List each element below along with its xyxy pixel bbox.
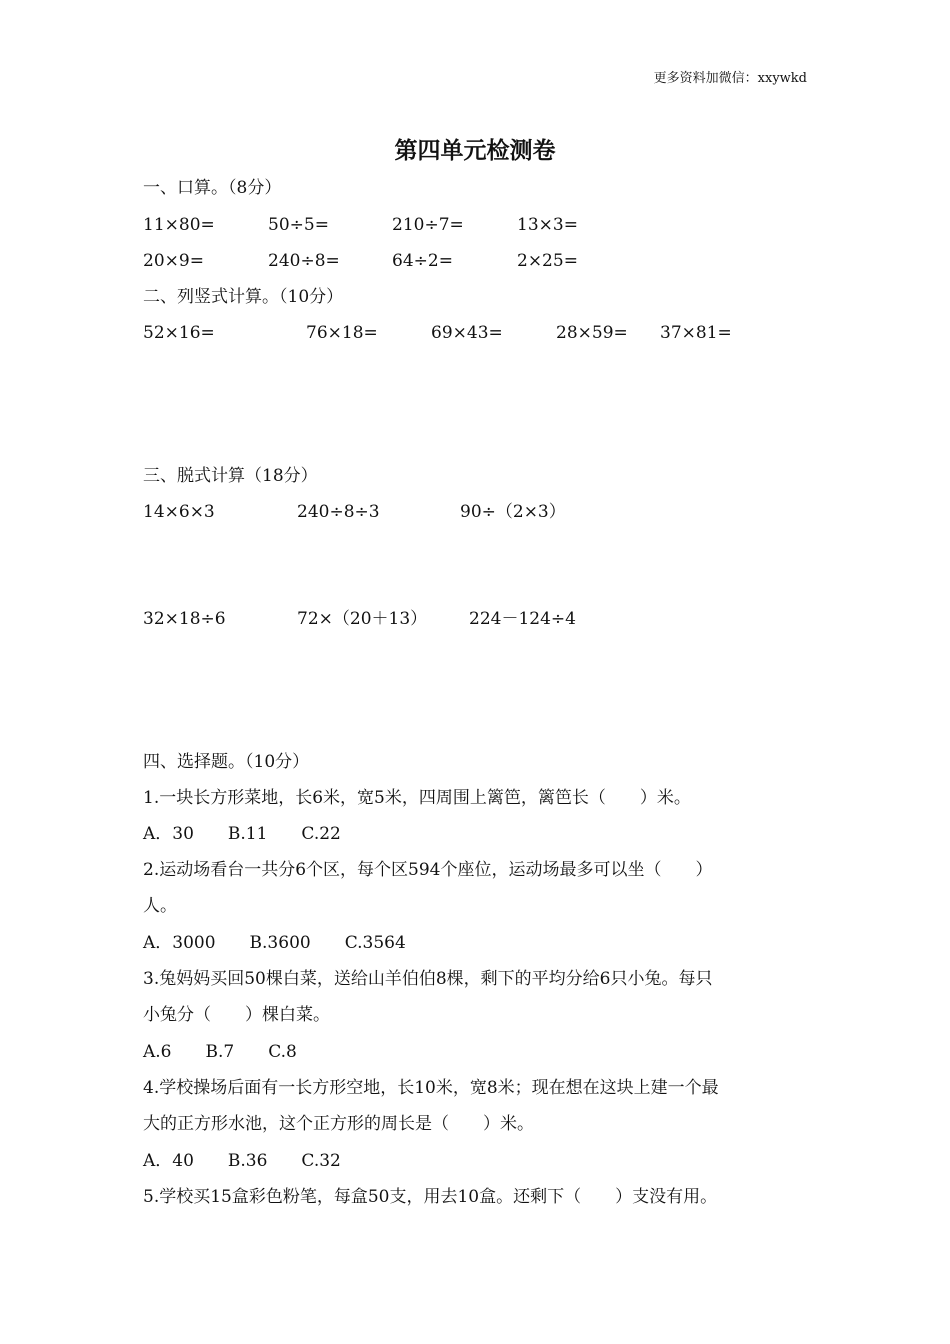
- question-3-text: 3.兔妈妈买回50棵白菜，送给山羊伯伯8棵，剩下的平均分给6只小兔。每只: [143, 969, 713, 989]
- question-5-text: 5.学校买15盒彩色粉笔，每盒50支，用去10盒。还剩下（ ）支没有用。: [143, 1187, 718, 1207]
- section-2-heading: 二、列竖式计算。（10分）: [143, 287, 344, 307]
- page-title: 第四单元检测卷: [394, 137, 556, 164]
- step-calc-item: 32×18÷6: [143, 609, 226, 629]
- oral-calc-item: 11×80=: [143, 215, 215, 235]
- vertical-calc-item: 76×18=: [306, 323, 378, 343]
- oral-calc-item: 2×25=: [517, 251, 578, 271]
- step-calc-item: 14×6×3: [143, 502, 215, 522]
- oral-calc-item: 240÷8=: [268, 251, 340, 271]
- question-2-options: A．3000 B.3600 C.3564: [143, 933, 406, 953]
- section-3-heading: 三、脱式计算（18分）: [143, 466, 318, 486]
- vertical-calc-item: 52×16=: [143, 323, 215, 343]
- question-2-text-cont: 人。: [143, 896, 177, 916]
- question-4-text-cont: 大的正方形水池，这个正方形的周长是（ ）米。: [143, 1114, 534, 1134]
- vertical-calc-item: 69×43=: [431, 323, 503, 343]
- oral-calc-item: 64÷2=: [392, 251, 453, 271]
- header-note: 更多资料加微信：xxywkd: [653, 71, 807, 86]
- oral-calc-item: 50÷5=: [268, 215, 329, 235]
- question-4-options: A．40 B.36 C.32: [143, 1151, 341, 1171]
- vertical-calc-item: 28×59=: [556, 323, 628, 343]
- oral-calc-item: 13×3=: [517, 215, 578, 235]
- section-1-heading: 一、口算。（8分）: [143, 178, 282, 198]
- vertical-calc-item: 37×81=: [660, 323, 732, 343]
- step-calc-item: 224－124÷4: [469, 609, 576, 629]
- step-calc-item: 240÷8÷3: [297, 502, 380, 522]
- question-2-text: 2.运动场看台一共分6个区，每个区594个座位，运动场最多可以坐（ ）: [143, 860, 713, 880]
- step-calc-item: 72×（20＋13）: [297, 609, 428, 629]
- section-4-heading: 四、选择题。（10分）: [143, 752, 310, 772]
- question-3-text-cont: 小兔分（ ）棵白菜。: [143, 1005, 330, 1025]
- question-1-options: A．30 B.11 C.22: [143, 824, 341, 844]
- question-3-options: A.6 B.7 C.8: [143, 1042, 297, 1062]
- step-calc-item: 90÷（2×3）: [460, 502, 566, 522]
- oral-calc-item: 210÷7=: [392, 215, 464, 235]
- oral-calc-item: 20×9=: [143, 251, 204, 271]
- question-1-text: 1.一块长方形菜地，长6米，宽5米，四周围上篱笆，篱笆长（ ）米。: [143, 788, 691, 808]
- question-4-text: 4.学校操场后面有一长方形空地，长10米，宽8米；现在想在这块上建一个最: [143, 1078, 719, 1098]
